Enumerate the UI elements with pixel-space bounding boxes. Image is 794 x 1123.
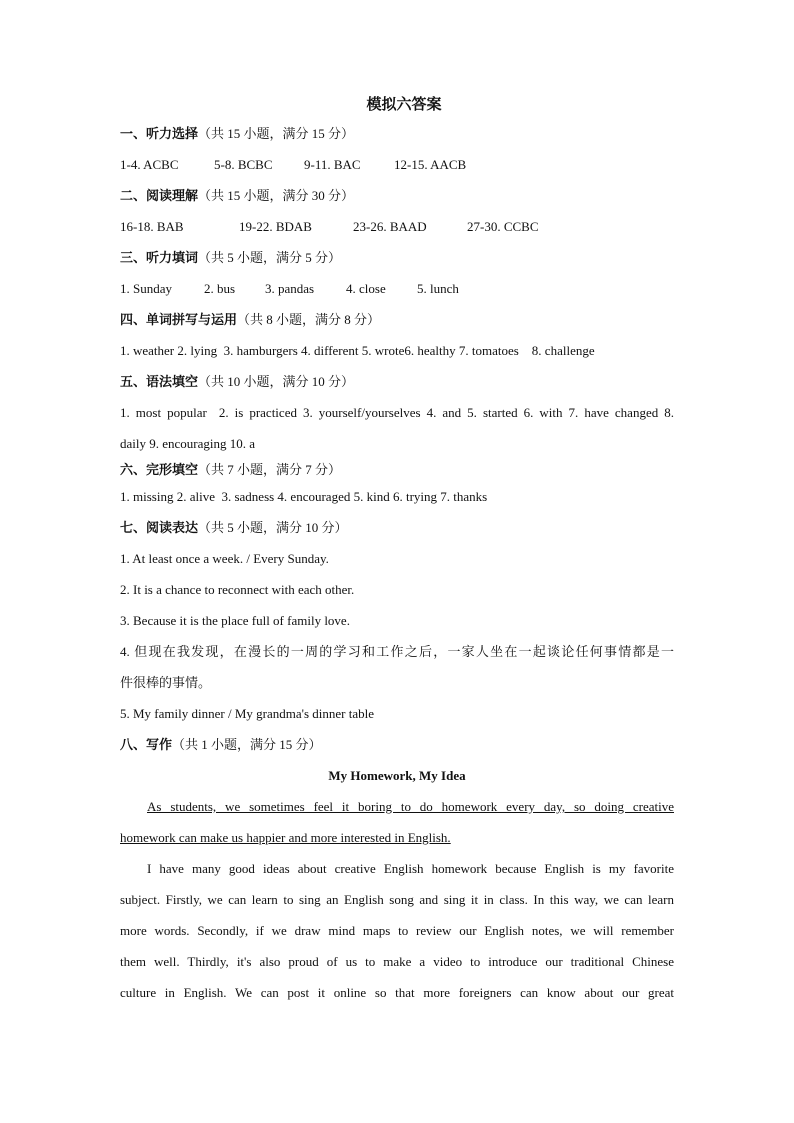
section-note: （共 15 小题，满分 30 分） [198, 188, 355, 203]
section-note: （共 5 小题，满分 10 分） [198, 520, 348, 535]
essay-line: more words. Secondly, if we draw mind maps to review our English notes, we will remember [120, 923, 674, 938]
section-note: （共 10 小题，满分 10 分） [198, 374, 355, 389]
answer-line: 4. 但现在我发现，在漫长的一周的学习和工作之后，一家人坐在一起谈论任何事情都是一 [120, 644, 674, 659]
answer-line: 1. At least once a week. / Every Sunday. [120, 551, 329, 566]
answer-group: 9-11. BAC [304, 157, 361, 172]
section-note: （共 5 小题，满分 5 分） [198, 250, 342, 265]
section-note: （共 1 小题，满分 15 分） [172, 737, 322, 752]
answer-line [120, 273, 674, 304]
answer-line: 1. weather 2. lying 3. hamburgers 4. different 5. wrote6. healthy 7. tomatoes 8. challenge [120, 343, 595, 358]
answer-group: 19-22. BDAB [239, 219, 312, 234]
essay-line: I have many good ideas about creative English homework because English is my favorite [147, 861, 674, 876]
section-title: 三、听力填词 [120, 250, 199, 265]
answer-group: 12-15. AACB [394, 157, 467, 172]
answer-line: 1. missing 2. alive 3. sadness 4. encouraged 5. kind 6. trying 7. thanks [120, 489, 488, 504]
answer-line: 1. most popular 2. is practiced 3. yourself/yourselves 4. and 5. started 6. with 7. have changed 8. [120, 405, 674, 420]
section-note: （共 7 小题，满分 7 分） [198, 462, 342, 477]
answer-item: 3. pandas [265, 281, 315, 296]
section-heading-reading [120, 180, 674, 211]
answer-line: 件很棒的事情。 [120, 675, 212, 690]
section-title: 七、阅读表达 [120, 520, 199, 535]
answer-line: 2. It is a chance to reconnect with each other. [120, 582, 355, 597]
essay-line [120, 791, 674, 822]
section-title: 四、单词拼写与运用 [120, 312, 238, 327]
answer-group: 1-4. ACBC [120, 157, 179, 172]
answer-group: 16-18. BAB [120, 219, 184, 234]
essay-title: My Homework, My Idea [328, 768, 466, 783]
answer-line: daily 9. encouraging 10. a [120, 436, 256, 451]
underlined-text: As students, we sometimes feel it boring to do homework every day, so doing creative [147, 799, 674, 814]
section-heading-writing [120, 729, 674, 760]
section-note: （共 8 小题，满分 8 分） [237, 312, 381, 327]
section-title: 二、阅读理解 [120, 188, 199, 203]
answer-line [120, 211, 674, 242]
answer-sheet [120, 92, 674, 1008]
essay-line [120, 822, 674, 853]
section-note: （共 15 小题，满分 15 分） [198, 126, 355, 141]
section-heading-listening-fill [120, 242, 674, 273]
answer-item: 2. bus [204, 281, 236, 296]
section-title: 六、完形填空 [120, 462, 199, 477]
essay-line: them well. Thirdly, it's also proud of us to make a video to introduce our traditional Chinese [120, 954, 674, 969]
answer-group: 5-8. BCBC [214, 157, 273, 172]
answer-line: 5. My family dinner / My grandma's dinner table [120, 706, 374, 721]
section-heading-spelling [120, 304, 674, 335]
document-title: 模拟六答案 [366, 97, 442, 113]
section-heading-grammar [120, 366, 674, 397]
section-heading-cloze [120, 459, 674, 481]
section-heading-listening-choice [120, 118, 674, 149]
answer-line [120, 149, 674, 180]
section-title: 八、写作 [120, 737, 173, 752]
answer-item: 5. lunch [417, 281, 459, 296]
answer-line: 3. Because it is the place full of family love. [120, 613, 350, 628]
essay-line: subject. Firstly, we can learn to sing an English song and sing it in class. In this way, we can learn [120, 892, 674, 907]
section-heading-reading-expression [120, 512, 674, 543]
underlined-text: homework can make us happier and more interested in English. [120, 830, 451, 845]
answer-item: 1. Sunday [120, 281, 172, 296]
section-title: 一、听力选择 [120, 126, 199, 141]
section-title: 五、语法填空 [120, 374, 199, 389]
answer-group: 27-30. CCBC [467, 219, 539, 234]
answer-item: 4. close [346, 281, 386, 296]
essay-line: culture in English. We can post it online so that more foreigners can know about our great [120, 985, 674, 1000]
answer-group: 23-26. BAAD [353, 219, 427, 234]
